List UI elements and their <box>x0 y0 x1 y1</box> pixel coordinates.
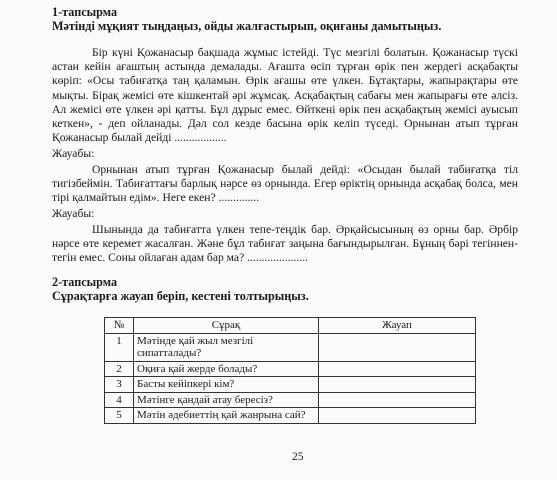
table-row <box>105 377 476 393</box>
row-number: 3 <box>105 377 134 393</box>
row-number: 2 <box>105 361 134 377</box>
row-question: Оқиға қай жерде болады? <box>134 361 319 377</box>
header-question: Сұрақ <box>134 318 319 334</box>
questions-table <box>104 317 476 424</box>
row-question: Мәтінде қай жыл мезгілі сипатталады? <box>134 333 319 361</box>
row-answer-cell[interactable] <box>319 392 476 408</box>
task1-paragraph-1: Бір күні Қожанасыр бақшада жұмыс істейді. Түс мезгілі болатын. Қожанасыр түскі астан кейін ағаштың астында демалады. Ағашта өсіп тұрған өрік пен жердегі асқабақты көріп: «Осы табиғатқа таң қаламын. Өрік ағашы өте үлкен. Бұтақтары, жапырақтары өте мықты. Бірақ жемісі өте кішкентай әрі жұмсақ. Асқабақтың сабағы мен жапырағы өте әлсіз. Ал жемісі өте үлкен әрі қатты. Бұл дұрыс емес. Өйткені өрік пен асқабақтың жемісі ауысып кеткен», - деп ойланады. Дәл сол кезде басына өрік келіп түседі. Орнынан атып тұрған Қожанасыр былай дейді .................. <box>52 46 518 145</box>
task1-instruction: Мәтінді мұқият тыңдаңыз, ойды жалғастырып, оқиғаны дамытыңыз. <box>52 19 442 33</box>
task1-title: 1-тапсырма <box>52 5 118 19</box>
row-answer-cell[interactable] <box>319 377 476 393</box>
task2-instruction: Сұрақтарға жауап беріп, кестені толтырыңыз. <box>52 289 309 303</box>
page-number: 25 <box>292 451 304 463</box>
row-question: Мәтінге қандай атау бересіз? <box>134 392 319 408</box>
task2-title: 2-тапсырма <box>52 275 118 289</box>
table-row <box>105 408 476 424</box>
answer-label-1: Жауабы: <box>52 147 95 160</box>
row-answer-cell[interactable] <box>319 361 476 377</box>
row-question: Басты кейіпкері кім? <box>134 377 319 393</box>
header-number: № <box>105 318 134 334</box>
row-question: Мәтін әдебиеттің қай жанрына сай? <box>134 408 319 424</box>
answer-label-2: Жауабы: <box>52 207 95 220</box>
row-number: 5 <box>105 408 134 424</box>
row-number: 1 <box>105 333 134 361</box>
task1-paragraph-2: Орнынан атып тұрған Қожанасыр былай дейді: «Осыдан былай табиғатқа тіл тигізбеймін. Табиғаттағы барлық нәрсе өз орнында. Егер өріктің орнында асқабақ болса, мен тірі қалмайтын едім». Неге екен? .............. <box>52 163 518 205</box>
header-answer: Жауап <box>319 318 476 334</box>
row-answer-cell[interactable] <box>319 333 476 361</box>
table-row <box>105 361 476 377</box>
task1-paragraph-3: Шынында да табиғатта үлкен тепе-теңдік бар. Әрқайсысының өз орны бар. Әрбір нәрсе өте керемет жасалған. Және бұл табиғат заңына бағындырылған. Бұның бәрі тегіннен-тегін емес. Соны ойлаған адам бар ма? ..................... <box>52 223 518 265</box>
table-header-row <box>105 318 476 334</box>
row-number: 4 <box>105 392 134 408</box>
row-answer-cell[interactable] <box>319 408 476 424</box>
table-row <box>105 392 476 408</box>
table-row <box>105 333 476 361</box>
